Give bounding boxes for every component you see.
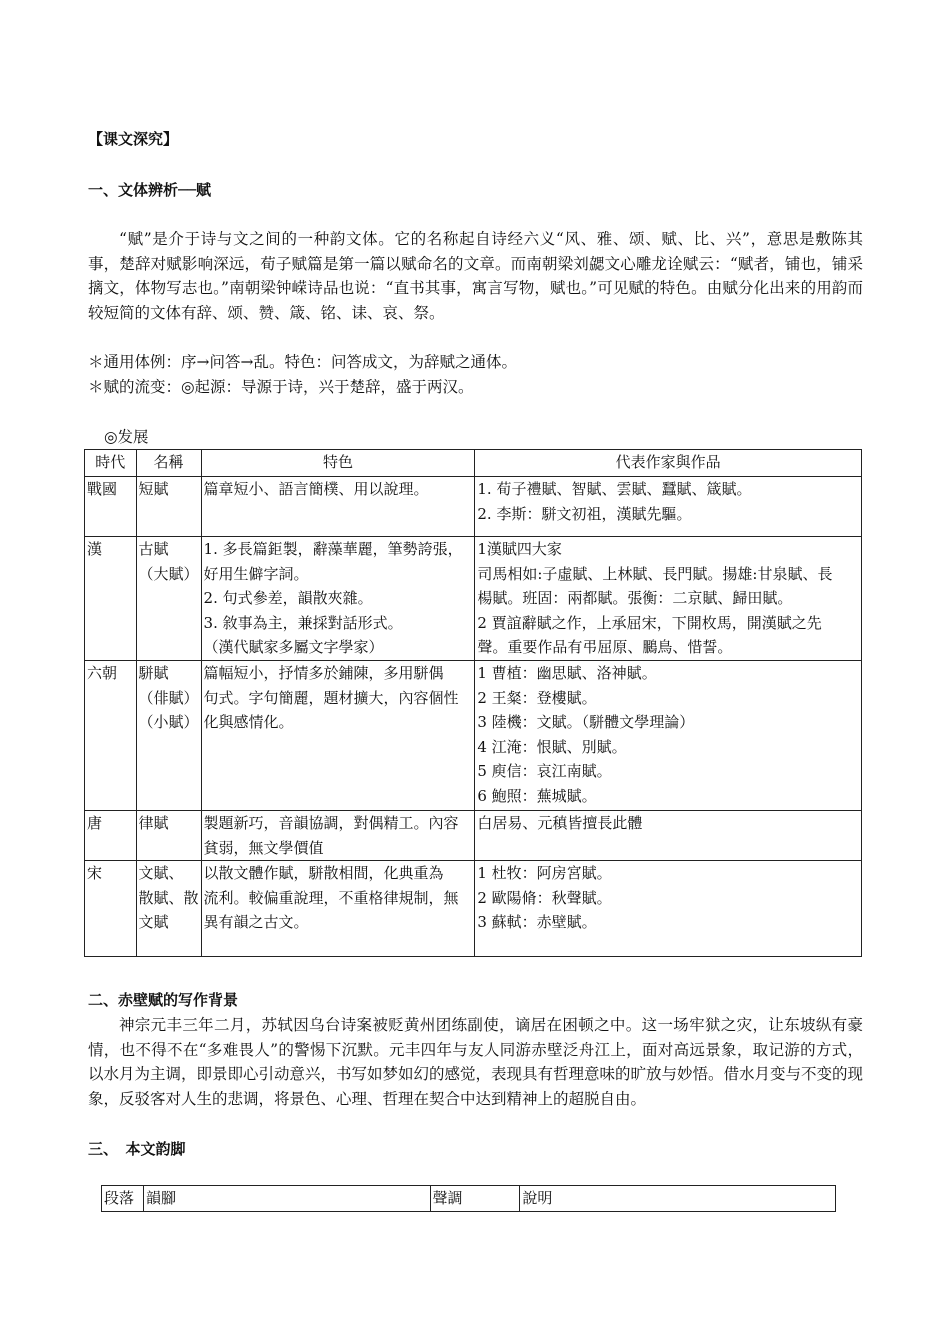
feature-cell: 1. 多長篇鉅製，辭藻華麗，筆勢誇張， 好用生僻字詞。 2. 句式參差，韻散夾雜。 3. 敘事為主，兼採對話形式。 （漢代賦家多屬文字學家） bbox=[201, 537, 475, 661]
works-cell: 1漢賦四大家 司馬相如:子虛賦、上林賦、長門賦。揚雄:甘泉賦、長 楊賦。班固：兩都賦。張衡：二京賦、歸田賦。 2 賈誼辭賦之作，上承屈宋，下開枚馬，開漢賦之先 聲。重要作品有弔屈原、鵩鳥、惜誓。 bbox=[475, 537, 862, 661]
header-rhyme: 韻腳 bbox=[143, 1186, 430, 1212]
feature-cell: 製題新巧，音韻協調，對偶精工。內容 貧弱，無文學價值 bbox=[201, 811, 475, 861]
name-cell: 駢賦 （俳賦） （小賦） bbox=[136, 661, 201, 811]
heading-genre-analysis: 一、文体辨析──赋 bbox=[88, 181, 212, 199]
development-label: ◎发展 bbox=[104, 428, 149, 446]
section-title: 【课文深究】 bbox=[88, 130, 179, 148]
works-cell: 1. 荀子禮賦、智賦、雲賦、蠶賦、箴賦。 2. 李斯：駢文初祖，漢賦先驅。 bbox=[475, 477, 862, 537]
name-cell: 律賦 bbox=[136, 811, 201, 861]
heading-rhyme: 三、 本文韵脚 bbox=[88, 1140, 186, 1158]
table-row bbox=[85, 477, 862, 537]
era-cell: 漢 bbox=[85, 537, 137, 661]
bullet-evolution: ＊赋的流变：◎起源：导源于诗，兴于楚辞，盛于两汉。 bbox=[88, 378, 474, 396]
table-row bbox=[85, 861, 862, 957]
header-name: 名稱 bbox=[136, 450, 201, 477]
background-paragraph: 神宗元丰三年二月，苏轼因乌台诗案被贬黄州团练副使，谪居在困顿之中。这一场牢狱之灾，让东坡纵有豪情，也不得不在“多难畏人”的警惕下沉默。元丰四年与友人同游赤壁泛舟江上，面对高远景象，取记游的方式，以水月为主调，即景即心引动意兴，书写如梦如幻的感觉，表现具有哲理意味的旷放与妙悟。借水月变与不变的现象，反驳客对人生的悲调，将景色、心理、哲理在契合中达到精神上的超脱自由。 bbox=[88, 1016, 864, 1108]
header-works: 代表作家與作品 bbox=[475, 450, 862, 477]
rhyme-table bbox=[101, 1185, 836, 1212]
works-cell: 白居易、元稹皆擅長此體 bbox=[475, 811, 862, 861]
table-row bbox=[85, 661, 862, 811]
intro-paragraph: “赋”是介于诗与文之间的一种韵文体。它的名称起自诗经六义“风、雅、颂、赋、比、兴”，意思是敷陈其事，楚辞对赋影响深远，荀子赋篇是第一篇以赋命名的文章。而南朝梁刘勰文心雕龙诠赋云：“赋者，铺也，铺采摛文，体物写志也。”南朝梁钟嵘诗品也说：“直书其事，寓言写物，赋也。”可见赋的特色。由赋分化出来的用韵而较短简的文体有辞、颂、赞、箴、铭、诔、哀、祭。 bbox=[88, 230, 863, 322]
header-tone: 聲調 bbox=[430, 1186, 520, 1212]
era-cell: 六朝 bbox=[85, 661, 137, 811]
development-table bbox=[84, 449, 862, 957]
table-row bbox=[85, 811, 862, 861]
era-cell: 戰國 bbox=[85, 477, 137, 537]
feature-cell: 篇章短小、語言簡樸、用以說理。 bbox=[201, 477, 475, 537]
name-cell: 文賦、 散賦、散 文賦 bbox=[136, 861, 201, 957]
name-cell: 古賦 （大賦） bbox=[136, 537, 201, 661]
header-feature: 特色 bbox=[201, 450, 475, 477]
works-cell: 1 杜牧：阿房宮賦。 2 歐陽脩：秋聲賦。 3 蘇軾：赤壁賦。 bbox=[475, 861, 862, 957]
header-note: 說明 bbox=[520, 1186, 836, 1212]
name-cell: 短賦 bbox=[136, 477, 201, 537]
era-cell: 唐 bbox=[85, 811, 137, 861]
header-paragraph: 段落 bbox=[102, 1186, 144, 1212]
feature-cell: 以散文體作賦，駢散相間，化典重為 流利。較偏重說理，不重格律規制，無 異有韻之古文。 bbox=[201, 861, 475, 957]
table-header-row bbox=[85, 450, 862, 477]
heading-writing-background: 二、赤壁赋的写作背景 bbox=[88, 991, 239, 1009]
bullet-format: ＊通用体例：序→问答→乱。特色：问答成文，为辞赋之通体。 bbox=[88, 353, 517, 371]
feature-cell: 篇幅短小，抒情多於鋪陳，多用駢偶 句式。字句簡麗，題材擴大，內容個性 化與感情化。 bbox=[201, 661, 475, 811]
table-header-row bbox=[102, 1186, 836, 1212]
header-era: 時代 bbox=[85, 450, 137, 477]
works-cell: 1 曹植：幽思賦、洛神賦。 2 王粲：登樓賦。 3 陸機：文賦。（駢體文學理論） 4 江淹：恨賦、別賦。 5 庾信：哀江南賦。 6 鮑照：蕪城賦。 bbox=[475, 661, 862, 811]
table-row bbox=[85, 537, 862, 661]
era-cell: 宋 bbox=[85, 861, 137, 957]
